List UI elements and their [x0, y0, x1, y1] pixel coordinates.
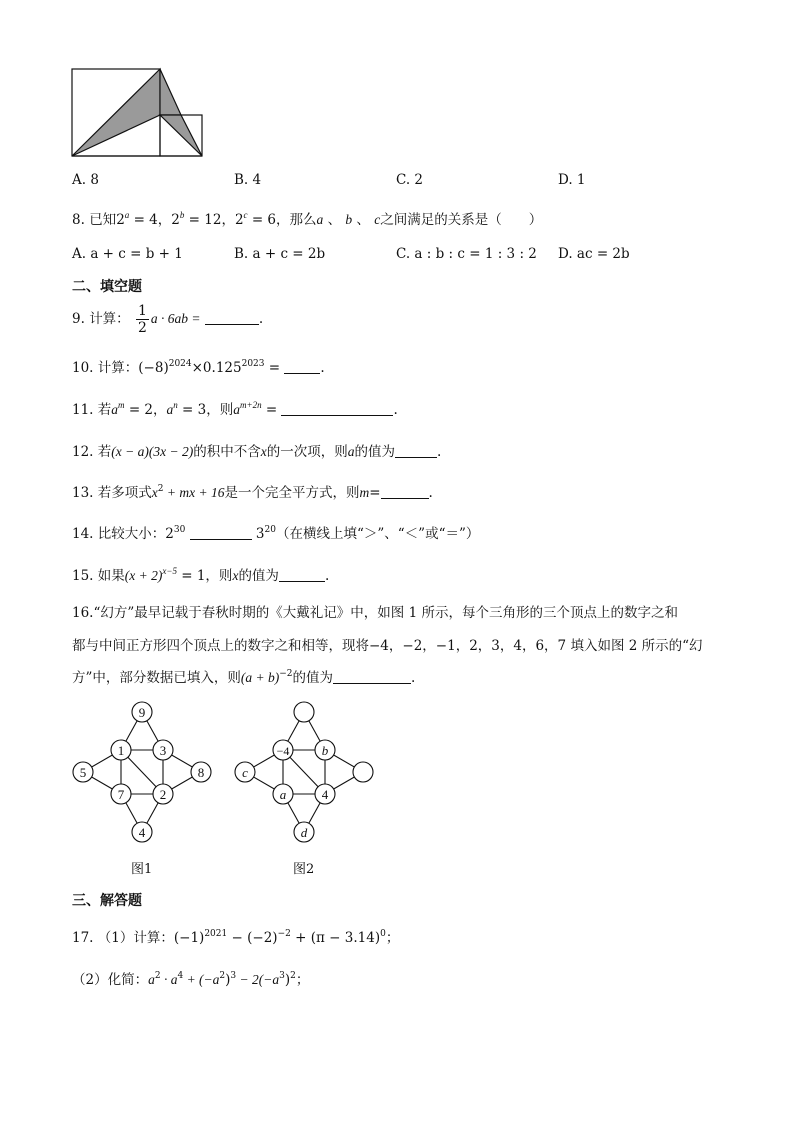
q12: 12. 若(x − a)(3x − 2)的积中不含x的一次项，则a的值为 . — [72, 444, 442, 460]
q16-line-1: 16.“幻方”最早记载于春秋时期的《大戴礼记》中，如图 1 所示，每个三角形的三个顶点上的数字之和 — [72, 605, 678, 621]
q8-option-c: C. a : b : c = 1 : 3 : 2 — [396, 246, 537, 262]
fig1-node-left: 5 — [79, 765, 87, 780]
q12-answer-blank[interactable] — [395, 445, 437, 458]
fig1-node-top-left: 1 — [117, 743, 125, 758]
section-answer-title: 三、解答题 — [72, 893, 142, 909]
figure-1-caption: 图1 — [131, 862, 153, 877]
q14: 14. 比较大小：$2^{30}$ $3^{20}$（在横线上填“＞”、“＜”或“＝”） — [72, 525, 480, 542]
fig1-node-bottom-right: 2 — [159, 787, 167, 802]
section-fill-in-title: 二、填空题 — [72, 279, 142, 295]
q10-answer-blank[interactable] — [284, 361, 320, 374]
q7-option-a: A. 8 — [72, 172, 99, 188]
q13-answer-blank[interactable] — [381, 486, 429, 499]
q7-geometry-figure — [70, 66, 206, 160]
fig2-node-top-left: −4 — [276, 744, 290, 758]
fig1-node-top-right: 3 — [159, 743, 167, 758]
q9-answer-blank[interactable] — [205, 312, 259, 325]
fig2-node-bottom-right: 4 — [321, 787, 329, 802]
fig1-node-top: 9 — [138, 705, 146, 720]
q8-stem: 8. 已知$2^a = 4$，$2^b = 12$，$2^c = 6$，那么a 、 b 、 c之间满足的关系是（ ） — [72, 210, 543, 228]
q11: 11. 若$a^m = 2$，$a^n = 3$，则$a^{m+2n}$ = . — [72, 400, 398, 418]
fig2-node-bottom: d — [300, 825, 308, 840]
q16-line-3: 方”中，部分数据已填入，则$(a + b)^{-2}$的值为 . — [72, 669, 416, 686]
q17-part-2: （2）化简：$a^2 \cdot a^4 + (-a^2)^3 - 2(-a^3)^2$； — [72, 971, 310, 988]
figure-2-magic-square — [228, 700, 378, 850]
fig1-node-bottom: 4 — [138, 825, 146, 840]
q7-option-b: B. 4 — [234, 172, 262, 188]
q11-answer-blank[interactable] — [281, 403, 393, 416]
figure-2-caption: 图2 — [293, 862, 315, 877]
figure-1-magic-square — [66, 700, 216, 850]
q16-answer-blank[interactable] — [333, 671, 411, 684]
q7-option-d: D. 1 — [558, 172, 586, 188]
fig1-node-bottom-left: 7 — [117, 787, 125, 802]
fig2-node-top-right: b — [321, 743, 329, 758]
q14-answer-blank[interactable] — [190, 527, 252, 540]
fig1-node-right: 8 — [197, 765, 205, 780]
q7-option-c: C. 2 — [396, 172, 424, 188]
fig2-node-left: c — [242, 765, 248, 780]
q13: 13. 若多项式$x^2$ + mx + 16是一个完全平方式，则m= . — [72, 484, 433, 501]
q8-option-a: A. a + c = b + 1 — [72, 246, 183, 262]
q16-line-2: 都与中间正方形四个顶点上的数字之和相等，现将−4，−2，−1，2，3，4，6，7 填入如图 2 所示的“幻 — [72, 638, 703, 654]
q8-option-b: B. a + c = 2b — [234, 246, 326, 262]
q17-part-1: 17. （1）计算：$(-1)^{2021} - (-2)^{-2} + (\pi - 3.14)^0$； — [72, 929, 400, 946]
q15: 15. 如果$(x + 2)^{x-5} = 1$，则x的值为 . — [72, 566, 330, 584]
q15-answer-blank[interactable] — [279, 569, 325, 582]
fig2-node-bottom-left: a — [279, 787, 287, 802]
q8-option-d: D. ac = 2b — [558, 246, 630, 262]
q9: 9. 计算： $\frac{1}{2}$ a · 6ab = . — [72, 303, 264, 336]
q10: 10. 计算：$(-8)^{2024}\times 0.125^{2023}$ = . — [72, 359, 325, 376]
